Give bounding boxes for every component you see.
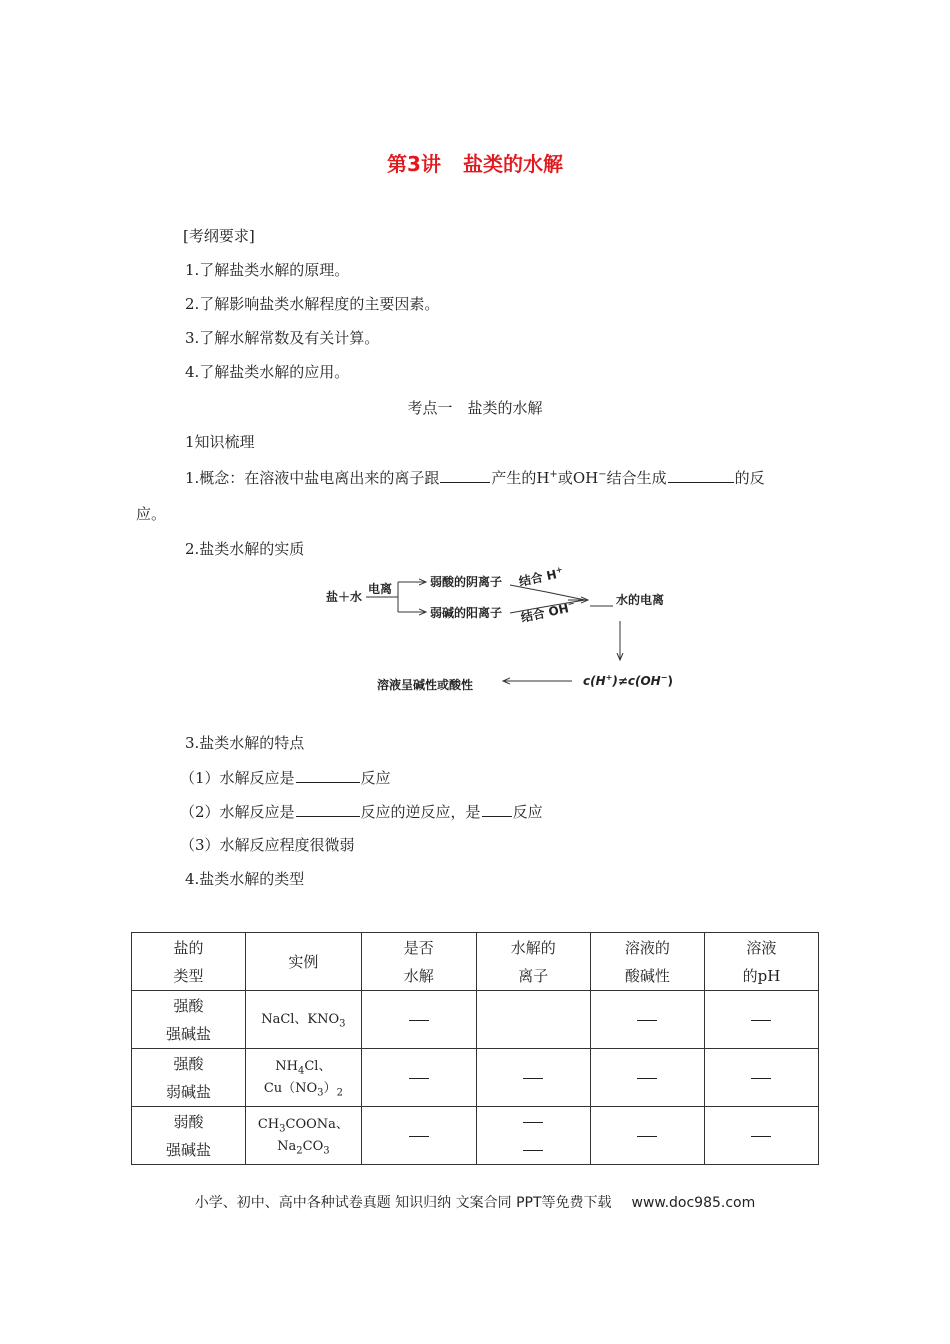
answer-cell[interactable]: [476, 991, 590, 1049]
footer-text: 小学、初中、高中各种试卷真题 知识归纳 文案合同 PPT等免费下载: [194, 1195, 612, 1211]
fill-blank[interactable]: [296, 766, 360, 783]
table-row: [132, 991, 819, 1049]
concept-text: 或OH: [557, 469, 599, 487]
table-header-cell: 水解的 离子: [476, 933, 590, 991]
answer-cell[interactable]: [704, 1107, 818, 1165]
table-header-cell: 盐的 类型: [132, 933, 246, 991]
answer-cell[interactable]: [476, 1049, 590, 1107]
requirement-item: 1.了解盐类水解的原理。: [185, 261, 350, 279]
concept-continuation: 应。: [136, 505, 167, 523]
salt-type-cell: 强酸 弱碱盐: [132, 1049, 246, 1107]
table-header-cell: 溶液 的pH: [704, 933, 818, 991]
features-heading: 3.盐类水解的特点: [185, 734, 305, 752]
concept-text: 结合生成: [606, 469, 667, 487]
combine-oh-label: 结合 OH−: [519, 598, 576, 625]
ionize-label: 电离: [368, 582, 393, 596]
fill-blank[interactable]: [296, 800, 360, 817]
answer-cell[interactable]: [590, 1107, 704, 1165]
answer-cell[interactable]: [361, 1107, 476, 1165]
salt-type-cell: 弱酸 强碱盐: [132, 1107, 246, 1165]
lecture-topic: 盐类的水解: [462, 152, 563, 176]
table-row: [132, 1049, 819, 1107]
table-header-cell: 是否 水解: [361, 933, 476, 991]
answer-cell[interactable]: [590, 1049, 704, 1107]
answer-cell[interactable]: [361, 1049, 476, 1107]
result-label: 溶液呈碱性或酸性: [377, 678, 474, 692]
salt-type-cell: 强酸 强碱盐: [132, 991, 246, 1049]
requirement-item: 3.了解水解常数及有关计算。: [185, 329, 380, 347]
table-header-row: [132, 933, 819, 991]
table-header-cell: 溶液的 酸碱性: [590, 933, 704, 991]
footer-link[interactable]: www.doc985.com: [631, 1195, 756, 1211]
fill-blank[interactable]: [482, 800, 512, 817]
requirement-item: 4.了解盐类水解的应用。: [185, 363, 350, 381]
salt-water-label: 盐＋水: [326, 590, 363, 604]
concept-text: 的反: [734, 469, 765, 487]
requirement-item: 2.了解影响盐类水解程度的主要因素。: [185, 295, 440, 313]
weak-base-cation-label: 弱碱的阳离子: [430, 606, 503, 620]
types-heading: 4.盐类水解的类型: [185, 870, 305, 888]
knowledge-heading: 1知识梳理: [185, 433, 255, 451]
table-header-cell: 实例: [246, 933, 362, 991]
answer-cell[interactable]: [704, 1049, 818, 1107]
section-title: 考点一 盐类的水解: [407, 399, 543, 417]
water-ionization-label: 水的电离: [616, 593, 665, 607]
feature-item: （1）水解反应是 反应: [180, 766, 391, 788]
concept-line: 1.概念：在溶液中盐电离出来的离子跟 产生的H+或OH−结合生成 的反: [185, 466, 765, 488]
answer-cell[interactable]: [361, 991, 476, 1049]
lecture-number: 第3讲: [387, 152, 441, 176]
requirements-heading: [考纲要求]: [183, 227, 255, 245]
answer-cell[interactable]: [704, 991, 818, 1049]
table-row: [132, 1107, 819, 1165]
feature-item: （2）水解反应是 反应的逆反应，是 反应: [180, 800, 543, 822]
feature-item: （3）水解反应程度很微弱: [180, 836, 355, 854]
example-cell: $CH_3COONa$、 $Na_2CO_3$: [246, 1107, 362, 1165]
essence-heading: 2.盐类水解的实质: [185, 540, 305, 558]
answer-cell[interactable]: [476, 1107, 590, 1165]
weak-acid-anion-label: 弱酸的阴离子: [430, 575, 503, 589]
example-cell: $NH_4Cl$、 $Cu(NO_3)_2$: [246, 1049, 362, 1107]
footer: [0, 1192, 950, 1212]
concentration-relation: c(H+)≠c(OH−): [583, 673, 673, 688]
concept-text: 1.概念：在溶液中盐电离出来的离子跟: [185, 469, 440, 487]
combine-h-label: 结合 H+: [517, 564, 564, 589]
answer-cell[interactable]: [590, 991, 704, 1049]
concept-text: 产生的H: [491, 469, 550, 487]
example-cell: NaCl、$KNO_3$: [246, 991, 362, 1049]
hydrolysis-types-table: [131, 932, 819, 1165]
